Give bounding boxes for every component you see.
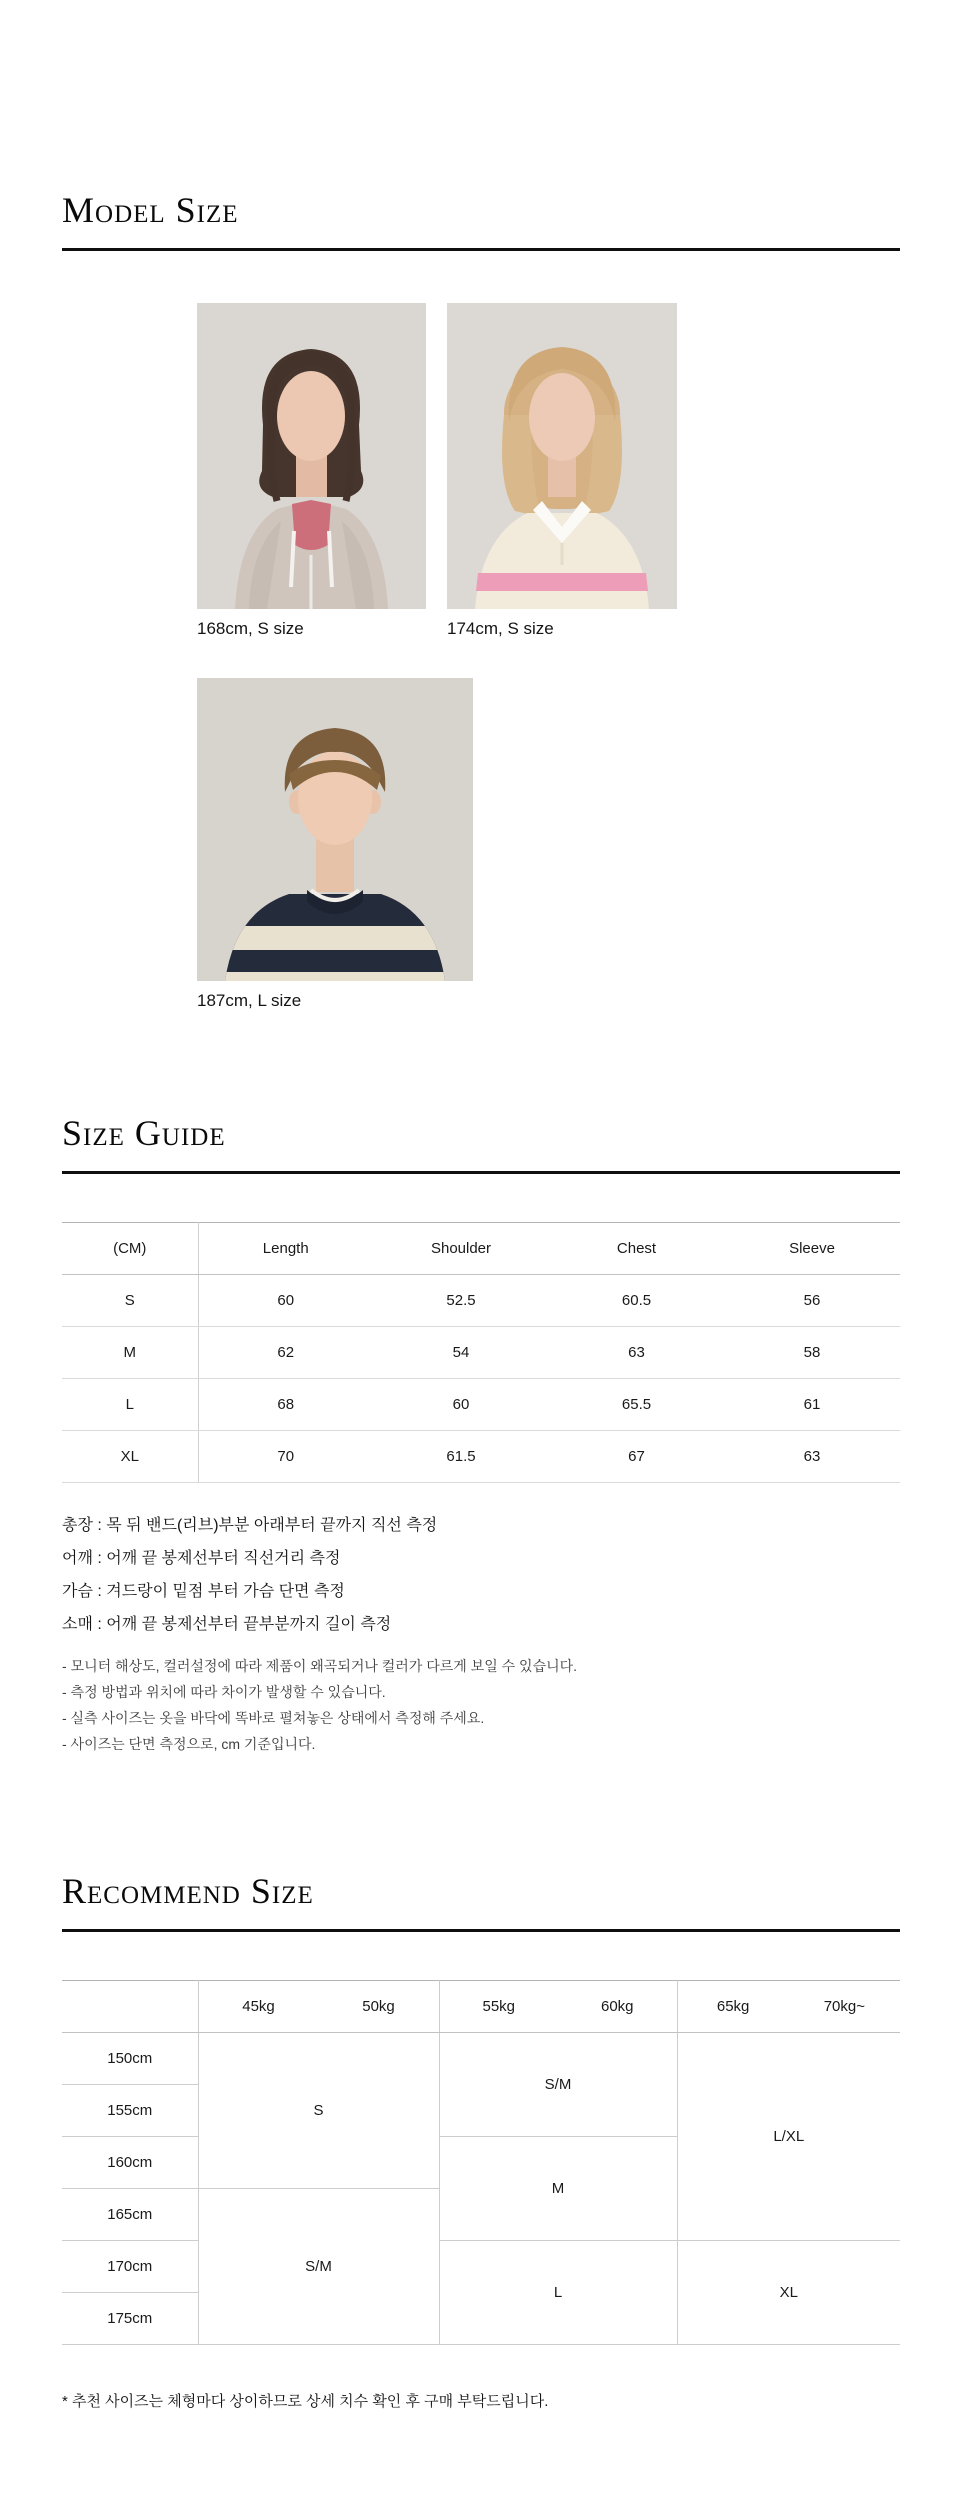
height-row-150 bbox=[62, 2033, 900, 2085]
model-1-illustration bbox=[197, 303, 426, 609]
unit-header-cell: (CM) bbox=[62, 1223, 198, 1275]
model-figure-2 bbox=[447, 303, 677, 639]
model-photo-1 bbox=[197, 303, 426, 609]
disclaimer-line: - 측정 방법과 위치에 따라 차이가 발생할 수 있습니다. bbox=[62, 1684, 386, 1700]
disclaimer-notes bbox=[62, 1653, 900, 1757]
chest-value: 67 bbox=[549, 1431, 724, 1483]
height-label: 160cm bbox=[62, 2137, 198, 2189]
recommend-cell-s: S bbox=[198, 2033, 439, 2189]
size-label: M bbox=[62, 1327, 198, 1379]
measure-notes bbox=[62, 1509, 900, 1641]
weight-label: 70kg~ bbox=[823, 1998, 866, 2015]
size-label: L bbox=[62, 1379, 198, 1431]
content-column bbox=[62, 192, 900, 2413]
recommend-size-table bbox=[62, 1980, 900, 2345]
col-header-length: Length bbox=[198, 1223, 373, 1275]
shoulder-value: 54 bbox=[373, 1327, 549, 1379]
size-row-m bbox=[62, 1327, 900, 1379]
height-label: 170cm bbox=[62, 2241, 198, 2293]
sleeve-value: 56 bbox=[724, 1275, 900, 1327]
model-figure-3 bbox=[197, 678, 900, 1011]
size-row-l bbox=[62, 1379, 900, 1431]
recommend-header-row bbox=[62, 1981, 900, 2033]
model-caption-3: 187cm, L size bbox=[197, 991, 302, 1010]
sleeve-value: 61 bbox=[724, 1379, 900, 1431]
height-label: 175cm bbox=[62, 2293, 198, 2345]
weight-label: 50kg bbox=[362, 1998, 395, 2015]
recommend-cell-xl: XL bbox=[677, 2241, 900, 2345]
model-caption-1: 168cm, S size bbox=[197, 619, 304, 638]
measure-note-shoulder: 어깨 : 어깨 끝 봉제선부터 직선거리 측정 bbox=[62, 1550, 341, 1567]
heading-rule bbox=[62, 1929, 900, 1932]
weight-group-3 bbox=[677, 1981, 900, 2033]
recommend-cell-sm2: S/M bbox=[198, 2189, 439, 2345]
recommend-size-heading: Recommend Size bbox=[62, 1871, 314, 1911]
height-row-170 bbox=[62, 2241, 900, 2293]
size-label: XL bbox=[62, 1431, 198, 1483]
model-photos-row bbox=[197, 303, 900, 639]
chest-value: 65.5 bbox=[549, 1379, 724, 1431]
heading-rule bbox=[62, 248, 900, 251]
measure-note-chest: 가슴 : 겨드랑이 밑점 부터 가슴 단면 측정 bbox=[62, 1583, 345, 1600]
sleeve-value: 63 bbox=[724, 1431, 900, 1483]
recommend-cell-lxl: L/XL bbox=[677, 2033, 900, 2241]
disclaimer-line: - 실측 사이즈는 옷을 바닥에 똑바로 펼쳐놓은 상태에서 측정해 주세요. bbox=[62, 1710, 485, 1726]
height-label: 165cm bbox=[62, 2189, 198, 2241]
chest-value: 63 bbox=[549, 1327, 724, 1379]
size-table-header-row bbox=[62, 1223, 900, 1275]
length-value: 60 bbox=[198, 1275, 373, 1327]
model-size-heading: Model Size bbox=[62, 190, 239, 230]
measure-note-length: 총장 : 목 뒤 밴드(리브)부분 아래부터 끝까지 직선 측정 bbox=[62, 1517, 438, 1534]
size-row-xl bbox=[62, 1431, 900, 1483]
model-figure-1 bbox=[197, 303, 426, 639]
recommend-footnote: * 추천 사이즈는 체형마다 상이하므로 상세 치수 확인 후 구매 부탁드립니다. bbox=[62, 2393, 549, 2410]
recommend-cell-m: M bbox=[439, 2137, 677, 2241]
measure-note-sleeve: 소매 : 어깨 끝 봉제선부터 끝부분까지 길이 측정 bbox=[62, 1616, 392, 1633]
model-photo-3 bbox=[197, 678, 473, 981]
size-label: S bbox=[62, 1275, 198, 1327]
model-caption-2: 174cm, S size bbox=[447, 619, 554, 638]
disclaimer-line: - 모니터 해상도, 컬러설정에 따라 제품이 왜곡되거나 컬러가 다르게 보일 수 있습니다. bbox=[62, 1658, 578, 1674]
length-value: 70 bbox=[198, 1431, 373, 1483]
height-label: 150cm bbox=[62, 2033, 198, 2085]
size-row-s bbox=[62, 1275, 900, 1327]
weight-group-2 bbox=[439, 1981, 677, 2033]
shoulder-value: 60 bbox=[373, 1379, 549, 1431]
col-header-chest: Chest bbox=[549, 1223, 724, 1275]
weight-label: 60kg bbox=[600, 1998, 634, 2015]
shoulder-value: 61.5 bbox=[373, 1431, 549, 1483]
model-3-illustration bbox=[197, 678, 473, 981]
weight-group-1 bbox=[198, 1981, 439, 2033]
model-photo-2 bbox=[447, 303, 677, 609]
recommend-cell-sm: S/M bbox=[439, 2033, 677, 2137]
length-value: 62 bbox=[198, 1327, 373, 1379]
weight-label: 65kg bbox=[716, 1998, 750, 2015]
size-guide-table bbox=[62, 1222, 900, 1483]
size-guide-heading: Size Guide bbox=[62, 1113, 226, 1153]
empty-corner-cell bbox=[62, 1981, 198, 2033]
col-header-shoulder: Shoulder bbox=[373, 1223, 549, 1275]
height-label: 155cm bbox=[62, 2085, 198, 2137]
col-header-sleeve: Sleeve bbox=[724, 1223, 900, 1275]
model-2-illustration bbox=[447, 303, 677, 609]
weight-label: 45kg bbox=[242, 1998, 275, 2015]
heading-rule bbox=[62, 1171, 900, 1174]
recommend-cell-l: L bbox=[439, 2241, 677, 2345]
disclaimer-line: - 사이즈는 단면 측정으로, cm 기준입니다. bbox=[62, 1736, 316, 1752]
chest-value: 60.5 bbox=[549, 1275, 724, 1327]
weight-label: 55kg bbox=[482, 1998, 516, 2015]
length-value: 68 bbox=[198, 1379, 373, 1431]
shoulder-value: 52.5 bbox=[373, 1275, 549, 1327]
sleeve-value: 58 bbox=[724, 1327, 900, 1379]
